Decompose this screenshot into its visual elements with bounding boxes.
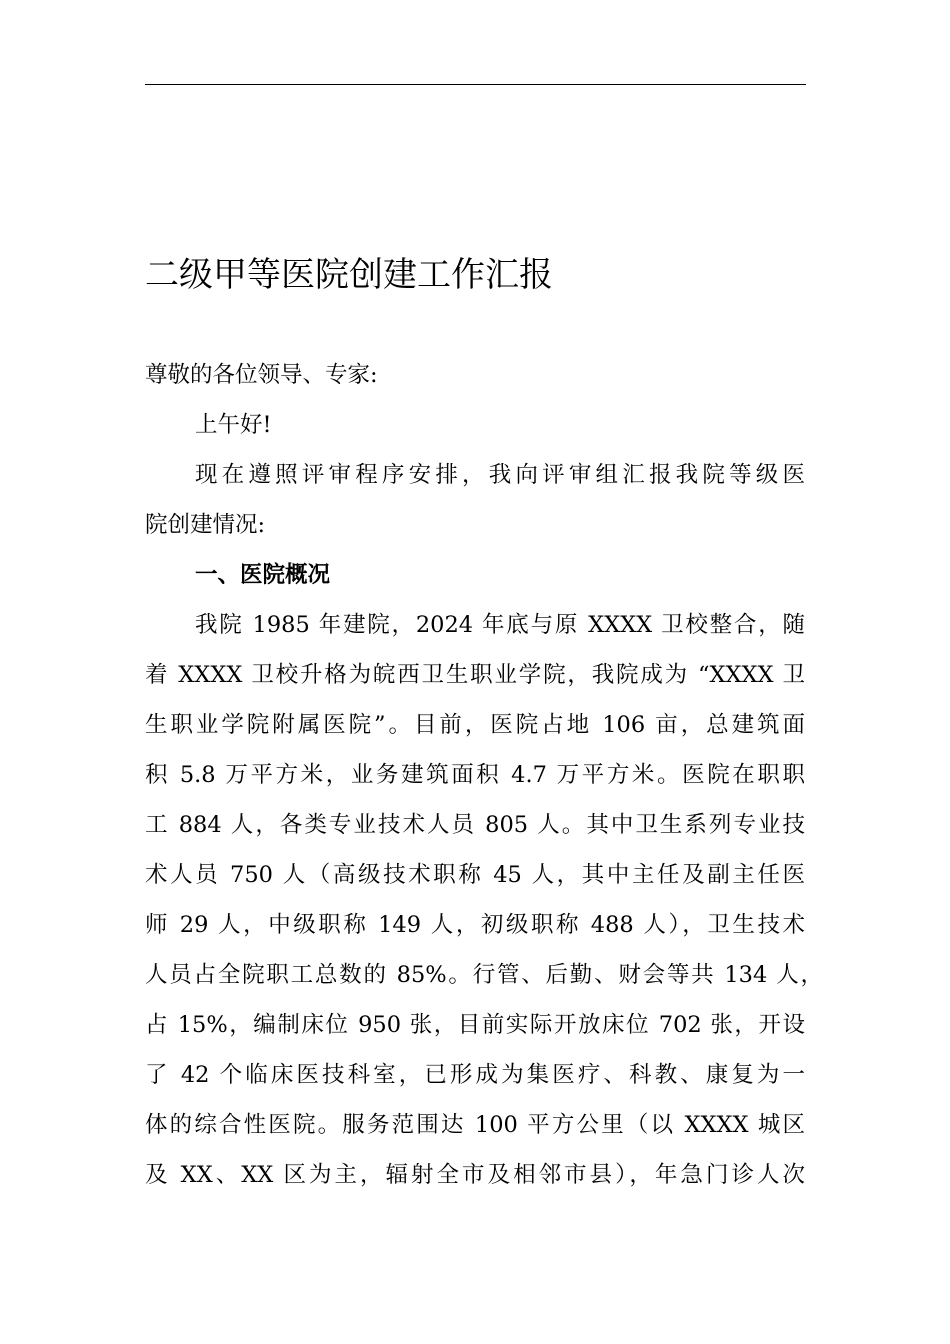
paragraph-line: 及 XX、XX 区为主，辐射全市及相邻市县），年急门诊人次 <box>145 1162 805 1188</box>
document-body <box>145 350 825 1200</box>
paragraph-line: 着 XXXX 卫校升格为皖西卫生职业学院，我院成为 “XXXX 卫 <box>145 662 805 688</box>
section-heading: 一、医院概况 <box>195 562 331 588</box>
header-rule <box>145 84 806 85</box>
paragraph-line: 占 15%，编制床位 950 张，目前实际开放床位 702 张，开设 <box>145 1012 805 1038</box>
paragraph-line: 师 29 人，中级职称 149 人，初级职称 488 人），卫生技术 <box>145 912 805 938</box>
intro-line: 现在遵照评审程序安排，我向评审组汇报我院等级医 <box>195 462 805 488</box>
paragraph-line: 体的综合性医院。服务范围达 100 平方公里（以 XXXX 城区 <box>145 1112 805 1138</box>
paragraph-line: 生职业学院附属医院”。目前，医院占地 106 亩，总建筑面 <box>145 712 805 738</box>
salutation: 尊敬的各位领导、专家: <box>145 362 378 388</box>
paragraph-line: 了 42 个临床医技科室，已形成为集医疗、科教、康复为一 <box>145 1062 805 1088</box>
intro-paragraph <box>145 450 825 550</box>
greeting: 上午好! <box>195 412 272 438</box>
paragraph-line: 术人员 750 人（高级技术职称 45 人，其中主任及副主任医 <box>145 862 805 888</box>
paragraph-line: 人员占全院职工总数的 85%。行管、后勤、财会等共 134 人， <box>145 962 823 988</box>
page-title: 二级甲等医院创建工作汇报 <box>145 255 553 295</box>
paragraph-line: 积 5.8 万平方米，业务建筑面积 4.7 万平方米。医院在职职 <box>145 762 805 788</box>
intro-line: 院创建情况: <box>145 512 266 538</box>
paragraph-line: 工 884 人，各类专业技术人员 805 人。其中卫生系列专业技 <box>145 812 805 838</box>
section-1-paragraph <box>145 600 825 1200</box>
paragraph-line: 我院 1985 年建院，2024 年底与原 XXXX 卫校整合，随 <box>195 612 805 638</box>
